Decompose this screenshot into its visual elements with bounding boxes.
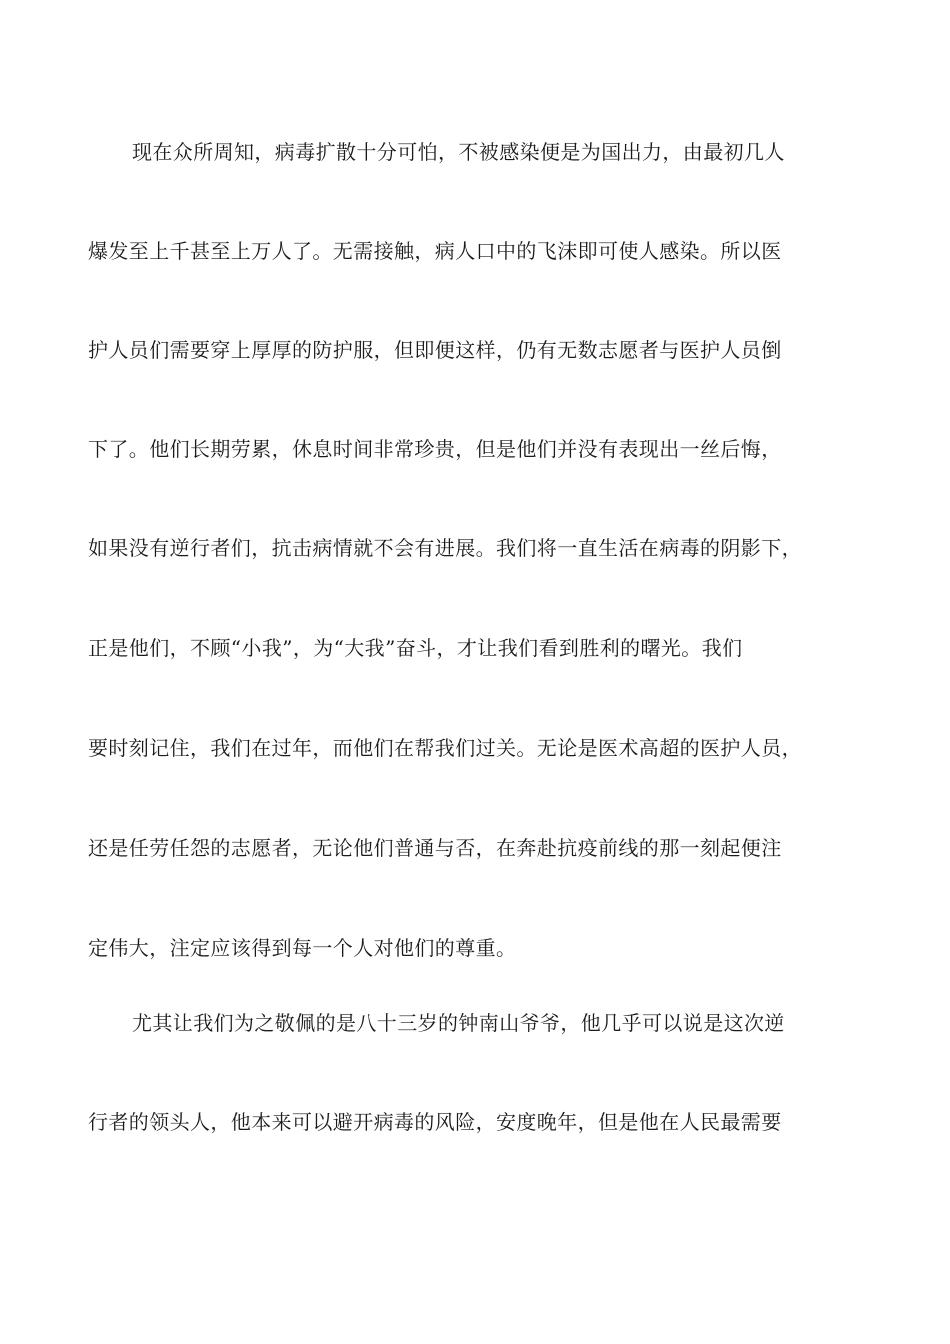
paragraph-1-line-8: 还是任劳任怨的志愿者，无论他们普通与否，在奔赴抗疫前线的那一刻起便注 (88, 836, 782, 860)
paragraph-1-line-1: 现在众所周知，病毒扩散十分可怕，不被感染便是为国出力，由最初几人 (132, 140, 785, 164)
paragraph-1-line-4: 下了。他们长期劳累，休息时间非常珍贵，但是他们并没有表现出一丝后悔， (88, 437, 782, 461)
paragraph-1-line-9: 定伟大，注定应该得到每一个人对他们的尊重。 (88, 936, 517, 960)
paragraph-1-line-5: 如果没有逆行者们，抗击病情就不会有进展。我们将一直生活在病毒的阴影下， (88, 536, 802, 560)
paragraph-1-line-7: 要时刻记住，我们在过年，而他们在帮我们过关。无论是医术高超的医护人员， (88, 736, 802, 760)
paragraph-1-line-2: 爆发至上千甚至上万人了。无需接触，病人口中的飞沫即可使人感染。所以医 (88, 239, 782, 263)
paragraph-2-line-1: 尤其让我们为之敬佩的是八十三岁的钟南山爷爷，他几乎可以说是这次逆 (132, 1011, 785, 1035)
paragraph-1-line-3: 护人员们需要穿上厚厚的防护服，但即便这样，仍有无数志愿者与医护人员倒 (88, 338, 782, 362)
paragraph-2-line-2: 行者的领头人，他本来可以避开病毒的风险，安度晚年，但是他在人民最需要 (88, 1110, 782, 1134)
paragraph-1-line-6: 正是他们，不顾“小我”，为“大我”奋斗，才让我们看到胜利的曙光。我们 (88, 636, 743, 660)
